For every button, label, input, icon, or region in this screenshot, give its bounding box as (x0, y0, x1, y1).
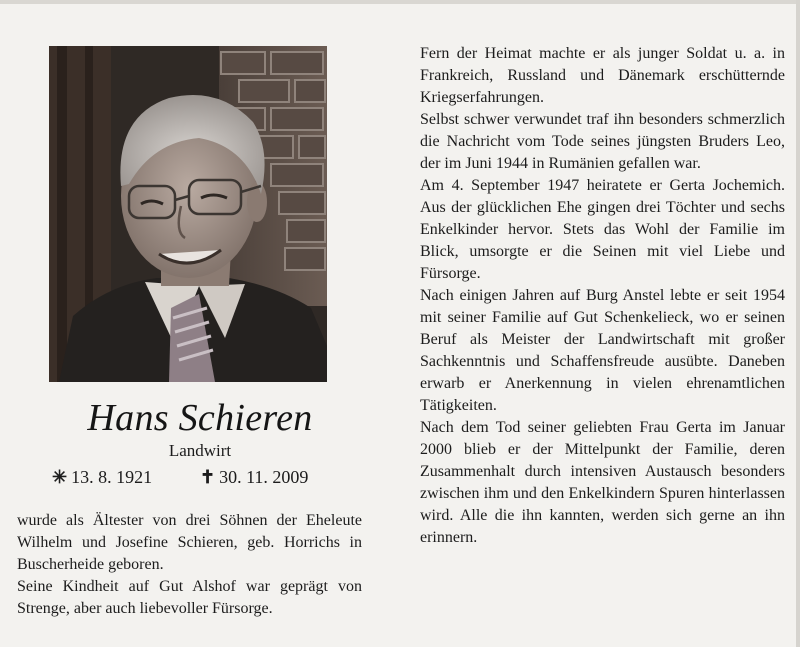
portrait-image (49, 46, 327, 382)
biography-paragraph: Selbst schwer verwundet traf ihn besonders schmerzlich die Nachricht vom Tode seines jüngsten Bruders Leo, der im Juni 1944 in Rumänien gefallen war. (420, 111, 785, 172)
birth-star-icon: ✳ (52, 467, 68, 487)
biography-paragraph: Nach dem Tod seiner geliebten Frau Gerta im Januar 2000 blieb er der Mittelpunkt der Familie, deren Zusammenhalt durch intensiven Austausch besonders zwischen ihm und den Enkelkindern Spuren hinterlassen wird. Alle die ihn kannten, werden sich gerne an ihn erinnern. (420, 419, 785, 546)
birth-date: 13. 8. 1921 (71, 467, 153, 487)
biography-paragraph: Seine Kindheit auf Gut Alshof war geprägt von Strenge, aber auch liebevoller Fürsorge. (17, 578, 362, 617)
biography-right-column (420, 43, 785, 549)
biography-left-column (17, 510, 362, 620)
death-date-group (200, 467, 308, 488)
death-cross-icon: ✝ (200, 467, 216, 487)
right-page (400, 0, 800, 647)
biography-paragraph: Am 4. September 1947 heiratete er Gerta Jochemich. Aus der glücklichen Ehe gingen drei Töchter und sechs Enkelkinder hervor. Stets das Wohl der Familie im Blick, umsorgte er die Seinen mit viel Liebe und Fürsorge. (420, 177, 785, 282)
death-date: 30. 11. 2009 (219, 467, 309, 487)
deceased-name: Hans Schieren (87, 397, 313, 439)
portrait-photo (49, 46, 327, 382)
profession-label: Landwirt (168, 441, 232, 460)
biography-paragraph: wurde als Ältester von drei Söhnen der Eheleute Wilhelm und Josefine Schieren, geb. Horrichs in Buscherheide geboren. (17, 512, 362, 573)
biography-paragraph: Nach einigen Jahren auf Burg Anstel lebte er seit 1954 mit seiner Familie auf Gut Schenkelieck, wo er seinen Beruf als Meister der Landwirtschaft mit großer Sachkenntnis und Schaffensfreude ausübte. Daneben erwarb er Anerkennung in vielen ehrenamtlichen Tätigkeiten. (420, 287, 785, 414)
life-dates (52, 467, 342, 491)
birth-date-group (52, 467, 152, 488)
biography-paragraph: Fern der Heimat machte er als junger Soldat u. a. in Frankreich, Russland und Dänemark erschütternde Kriegserfahrungen. (420, 45, 785, 106)
